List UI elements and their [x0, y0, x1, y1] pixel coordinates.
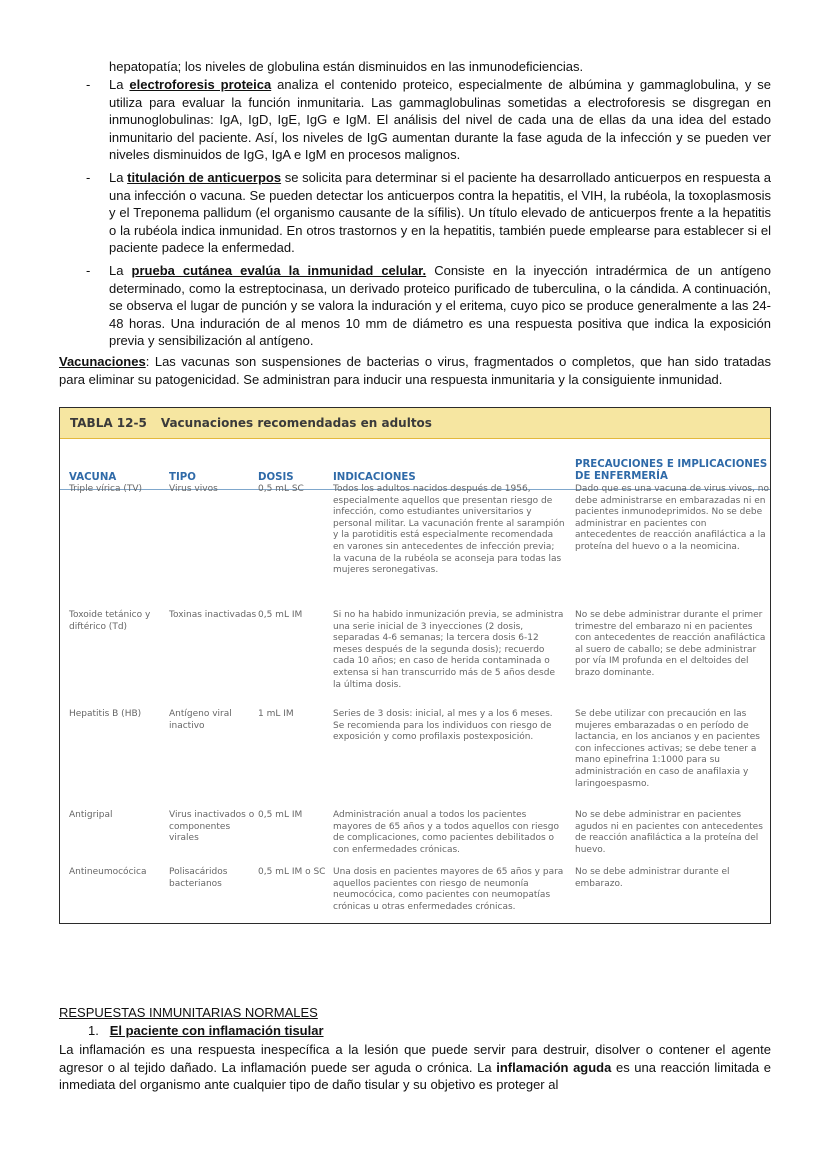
- cell-tipo: Virus inactivados o componentes virales: [169, 810, 255, 844]
- col-dosis: DOSIS: [258, 472, 294, 483]
- col-vacuna: VACUNA: [69, 472, 117, 483]
- continuation-line: hepatopatía; los niveles de globulina están disminuidos en las inmunodeficiencias.: [109, 59, 584, 74]
- vaccination-table: [59, 407, 771, 924]
- cell-dosis: 0,5 mL IM: [258, 810, 303, 820]
- inflamacion-paragraph: [59, 1041, 771, 1094]
- text-fragment: La: [109, 263, 132, 278]
- cell-tipo: Virus vivos: [169, 484, 218, 494]
- col-tipo: TIPO: [169, 472, 196, 483]
- section-heading: [59, 1004, 771, 1022]
- text-fragment: analiza el contenido proteico, especialmente de albúmina y gammaglobulina, y se utiliza para evaluar la función inmunitaria. Las gammaglobulinas sometidas a electroforesis se disgregan en inmunoglobulinas: IgA, IgD, IgE, IgG e IgM. El análisis del nivel de cada una de ellas da una idea del estado inmunitario del paciente. Así, los niveles de IgG aumentan durante la fase aguda de la infección y se pueden ver niveles disminuidos de IgG, IgA e IgM en procesos malignos.: [109, 77, 772, 163]
- term-inflamacion-aguda: inflamación aguda: [496, 1059, 612, 1075]
- cell-tipo: Antígeno viral inactivo: [169, 709, 232, 731]
- table-header-row: [60, 439, 770, 490]
- bullet-dash: -: [86, 170, 91, 185]
- bullet-dash: -: [86, 77, 91, 92]
- text-fragment: La: [109, 77, 130, 92]
- cell-precauciones: No se debe administrar durante el embarazo.: [575, 867, 730, 889]
- table-number: TABLA 12-5: [70, 416, 147, 430]
- col-precauciones: PRECAUCIONES E IMPLICACIONES DE ENFERMERÍA: [575, 459, 768, 482]
- cell-vacuna: Triple vírica (TV): [69, 484, 143, 494]
- cell-indicaciones: Todos los adultos nacidos después de 1956, especialmente aquellos que presentan riesgo de infección, como estudiantes universitarios y personal militar. La vacunación frente al sarampión y la parotiditis está especialmente recomendada en varones sin antecedentes de infección previa; la vacuna de la rubéola se aconseja para todas las mujeres seronegativas.: [333, 484, 565, 576]
- cell-dosis: 1 mL IM: [258, 709, 294, 719]
- cell-dosis: 0,5 mL IM o SC: [258, 867, 326, 877]
- text-fragment: se solicita para determinar si el paciente ha desarrollado anticuerpos en respuesta a una infección o vacuna. Se pueden detectar los anticuerpos contra la hepatitis, el VIH, la rubéola, la toxoplasmosis y el Treponema pallidum (el organismo causante de la sífilis). Un título elevado de anticuerpos frente a la hepatitis o la rubéola indica inmunidad. En otros trastornos y en la hepatitis, también puede emplearse para establecer si el paciente padece la enfermedad.: [109, 170, 771, 256]
- table-title: Vacunaciones recomendadas en adultos: [160, 416, 432, 430]
- cell-indicaciones: Administración anual a todos los pacientes mayores de 65 años y a todos aquellos con riesgo de complicaciones, como pacientes debilitados o con enfermedades crónicas.: [333, 810, 559, 855]
- term-titulacion: titulación de anticuerpos: [127, 170, 282, 185]
- text-fragment: es una reacción limitada e inmediata del organismo ante cualquier tipo de daño tisular y su objetivo es proteger al: [59, 1059, 771, 1093]
- subsection-heading: [88, 1022, 771, 1040]
- cell-precauciones: Dado que es una vacuna de virus vivos, no debe administrarse en embarazadas ni en pacientes inmunodeprimidos. No se debe administrar en pacientes con antecedentes de reacción anafiláctica a la proteína del huevo o a la neomicina.: [575, 484, 769, 552]
- cell-vacuna: Antineumocócica: [69, 867, 147, 877]
- text-fragment: La inflamación es una respuesta inespecífica a la lesión que puede servir para destruir, disolver o contener el agente agresor o al tejido dañado. La inflamación puede ser aguda o crónica. La: [59, 1042, 771, 1075]
- text-fragment: Consiste en la inyección intradérmica de un antígeno determinado, como la estreptocinasa, un derivado proteico purificado de tuberculina, o la cándida. A continuación, se observa el lugar de punción y se valora la induración y el eritema, cuyo pico se produce generalmente a las 24-48 horas. Una induración de al menos 10 mm de diámetro es una respuesta positiva que indica la exposición previa y sensibilización al antígeno.: [109, 263, 772, 349]
- cell-indicaciones: Una dosis en pacientes mayores de 65 años y para aquellos pacientes con riesgo de neumonía neumocócica, como pacientes con neumopatías crónicas u otras enfermedades crónicas.: [333, 867, 564, 912]
- term-prueba-cutanea: prueba cutánea evalúa la inmunidad celular.: [131, 263, 427, 278]
- vacunaciones-paragraph: [59, 353, 771, 388]
- col-indicaciones: INDICACIONES: [333, 472, 416, 483]
- table-caption: [60, 408, 770, 439]
- cell-vacuna: Hepatitis B (HB): [69, 709, 142, 719]
- cell-tipo: Polisacáridos bacterianos: [169, 867, 228, 889]
- bullet-electroforesis: [109, 76, 771, 164]
- cell-dosis: 0,5 mL IM: [258, 610, 303, 620]
- cell-indicaciones: Si no ha habido inmunización previa, se administra una serie inicial de 3 inyecciones (2 dosis, separadas 4-6 semanas; la tercera dosis 6-12 meses después de la segunda dosis); recuerdo cada 10 años; en caso de herida contaminada o extensa si han transcurrido más de 5 años desde la última dosis.: [333, 610, 564, 690]
- bullet-dash: -: [86, 263, 91, 278]
- term-electroforesis: electroforesis proteica: [129, 77, 272, 92]
- cell-indicaciones: Series de 3 dosis: inicial, al mes y a los 6 meses. Se recomienda para los individuos con riesgo de exposición y como profilaxis postexposición.: [333, 709, 553, 743]
- section-heading-text: RESPUESTAS INMUNITARIAS NORMALES: [59, 1005, 318, 1020]
- cell-vacuna: Toxoide tetánico y diftérico (Td): [69, 610, 151, 632]
- bullet-prueba-cutanea: [109, 262, 771, 350]
- cell-tipo: Toxinas inactivadas: [169, 610, 257, 620]
- subsection-number: 1.: [88, 1023, 99, 1038]
- cell-dosis: 0,5 mL SC: [258, 484, 304, 494]
- subsection-title: El paciente con inflamación tisular: [109, 1023, 324, 1038]
- cell-precauciones: No se debe administrar en pacientes agudos ni en pacientes con antecedentes de reacción anafiláctica a la proteína del huevo.: [575, 810, 763, 855]
- term-vacunaciones: Vacunaciones: [59, 354, 146, 369]
- cell-precauciones: No se debe administrar durante el primer trimestre del embarazo ni en pacientes con antecedentes de reacción anafiláctica al suero de caballo; se debe administrar por vía IM profunda en el deltoides del brazo dominante.: [575, 610, 766, 678]
- bullet-titulacion: [109, 169, 771, 257]
- cell-precauciones: Se debe utilizar con precaución en las mujeres embarazadas o en período de lactancia, en los ancianos y en pacientes con infecciones activas; se debe tener a mano epinefrina 1:1000 para su administración en caso de anafilaxia y laringoespasmo.: [575, 709, 760, 789]
- cell-vacuna: Antigripal: [69, 810, 113, 820]
- text-fragment: : Las vacunas son suspensiones de bacterias o virus, fragmentados o completos, que han sido tratadas para eliminar su patogenicidad. Se administran para inducir una respuesta inmunitaria y la consiguiente inmunidad.: [59, 354, 771, 387]
- text-fragment: La: [109, 170, 128, 185]
